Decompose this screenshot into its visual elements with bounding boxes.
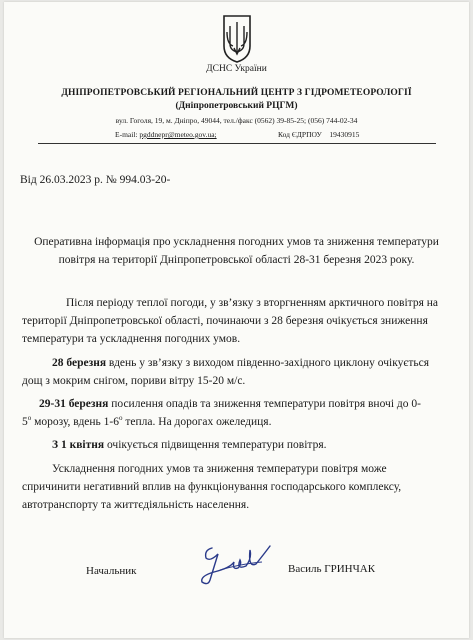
handwritten-signature-icon bbox=[190, 540, 280, 590]
paragraph-3-frost-text: морозу, вдень 1-6 bbox=[31, 416, 120, 428]
paragraph-3-line-1 bbox=[39, 395, 421, 413]
organization-name: ДНІПРОПЕТРОВСЬКИЙ РЕГІОНАЛЬНИЙ ЦЕНТР З ГІДРОМЕТЕОРОЛОГІЇ bbox=[61, 88, 412, 98]
organization-short-name: (Дніпропетровський РЦГМ) bbox=[175, 101, 298, 111]
paragraph-2-line-1 bbox=[52, 354, 429, 372]
paragraph-4-text: очікується підвищення температури повітря. bbox=[104, 439, 327, 451]
paragraph-5-line-2: спричинити негативний вплив на функціонування господарського комплексу, bbox=[22, 481, 402, 493]
date-march-29-31: 29-31 березня bbox=[39, 398, 109, 410]
paragraph-4 bbox=[52, 436, 327, 454]
document-title-line-2: повітря на території Дніпропетровської області 28-31 березня 2023 року. bbox=[58, 254, 415, 266]
edrpou-label: Код ЄДРПОУ bbox=[278, 130, 322, 139]
date-march-28: 28 березня bbox=[52, 357, 107, 369]
signatory-position: Начальник bbox=[86, 565, 137, 577]
date-april-1: З 1 квітня bbox=[52, 439, 105, 451]
document-reference: Від 26.03.2023 р. № 994.03-20- bbox=[20, 174, 171, 186]
paragraph-5-line-1: Ускладнення погодних умов та зниження температури повітря може bbox=[52, 463, 387, 475]
degree-mark: о bbox=[27, 414, 32, 423]
paragraph-3-line-2 bbox=[22, 413, 271, 431]
temp-min: 5 bbox=[22, 416, 28, 428]
paragraph-1-line-1: Після періоду теплої погоди, у зв’язку з вторгненням арктичного повітря на bbox=[66, 297, 439, 309]
paragraph-3-warm-text: тепла. На дорогах ожеледиця. bbox=[122, 416, 272, 428]
header-divider bbox=[38, 143, 436, 144]
agency-name: ДСНС України bbox=[206, 64, 267, 74]
paragraph-1-line-2: території Дніпропетровської області, починаючи з 28 березня очікується зниження bbox=[22, 315, 428, 327]
paragraph-1-line-3: температури та ускладнення погодних умов. bbox=[22, 333, 241, 345]
signatory-name: Василь ГРИНЧАК bbox=[288, 563, 376, 575]
tryzub-coat-of-arms-icon bbox=[222, 14, 252, 64]
paragraph-3-text: посилення опадів та зниження температури повітря вночі до 0- bbox=[108, 398, 421, 410]
edrpou-code: 19430915 bbox=[329, 130, 360, 139]
document-title-line-1: Оперативна інформація про ускладнення погодних умов та зниження температури bbox=[34, 236, 439, 248]
edrpou-code-line bbox=[278, 130, 359, 139]
email-label: E-mail: bbox=[115, 130, 138, 139]
email-line bbox=[115, 130, 217, 139]
degree-mark: о bbox=[119, 414, 123, 423]
paragraph-2-text: вдень у зв’язку з виходом південно-західного циклону очікується bbox=[106, 357, 429, 369]
paragraph-2-line-2: дощ з мокрим снігом, пориви вітру 15-20 м/с. bbox=[22, 375, 246, 387]
email-link[interactable]: pgddnepr@meteo.gov.ua; bbox=[139, 130, 217, 139]
paragraph-5-line-3: автотранспорту та життєдіяльність населення. bbox=[22, 499, 250, 511]
address-line: вул. Гоголя, 19, м. Дніпро, 49044, тел./факс (0562) 39-85-25; (056) 744-02-34 bbox=[115, 116, 358, 125]
